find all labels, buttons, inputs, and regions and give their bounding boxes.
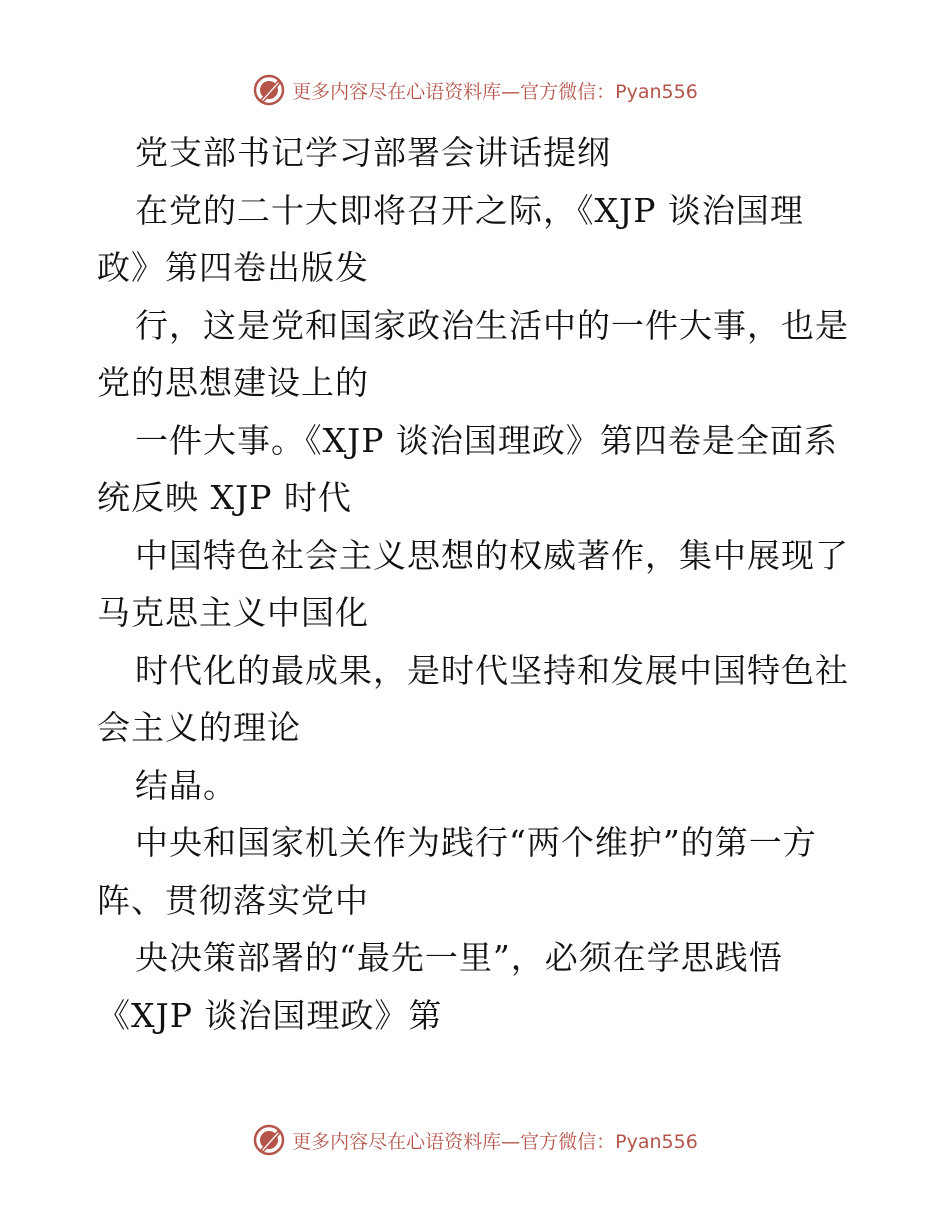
paragraph-line: 一件大事。《XJP 谈治国理政》第四卷是全面系 (135, 420, 838, 460)
paragraph-line: 中国特色社会主义思想的权威著作，集中展现了 (135, 535, 849, 575)
paragraph-line: 中央和国家机关作为践行“两个维护”的第一方 (135, 823, 817, 862)
paragraph-line: 政》第四卷出版发 (97, 248, 369, 287)
paragraph-line: 马克思主义中国化 (97, 593, 369, 632)
paragraph-line: 结晶。 (135, 765, 237, 805)
document-body (97, 124, 857, 1044)
quill-seal-icon (252, 73, 286, 107)
paragraph-line: 党的思想建设上的 (97, 363, 369, 402)
paragraph-line: 在党的二十大即将召开之际，《XJP 谈治国理 (135, 190, 804, 230)
paragraph-line: 阵、贯彻落实党中 (97, 880, 369, 920)
paragraph-line: 会主义的理论 (97, 708, 301, 747)
footer-banner (0, 1120, 950, 1160)
banner-text: 更多内容尽在心语资料库—官方微信：Pyan556 (292, 1130, 698, 1153)
paragraph-line: 统反映 XJP 时代 (97, 478, 352, 517)
header-banner (0, 70, 950, 110)
paragraph-line: 行，这是党和国家政治生活中的一件大事，也是 (135, 305, 849, 345)
document-title: 党支部书记学习部署会讲话提纲 (135, 133, 611, 172)
paragraph-line: 央决策部署的“最先一里”，必须在学思践悟 (135, 938, 783, 977)
quill-seal-icon (252, 1123, 286, 1157)
banner-text: 更多内容尽在心语资料库—官方微信：Pyan556 (292, 80, 698, 103)
paragraph-line: 时代化的最成果，是时代坚持和发展中国特色社 (135, 650, 849, 690)
paragraph-line: 《XJP 谈治国理政》第 (97, 995, 443, 1035)
